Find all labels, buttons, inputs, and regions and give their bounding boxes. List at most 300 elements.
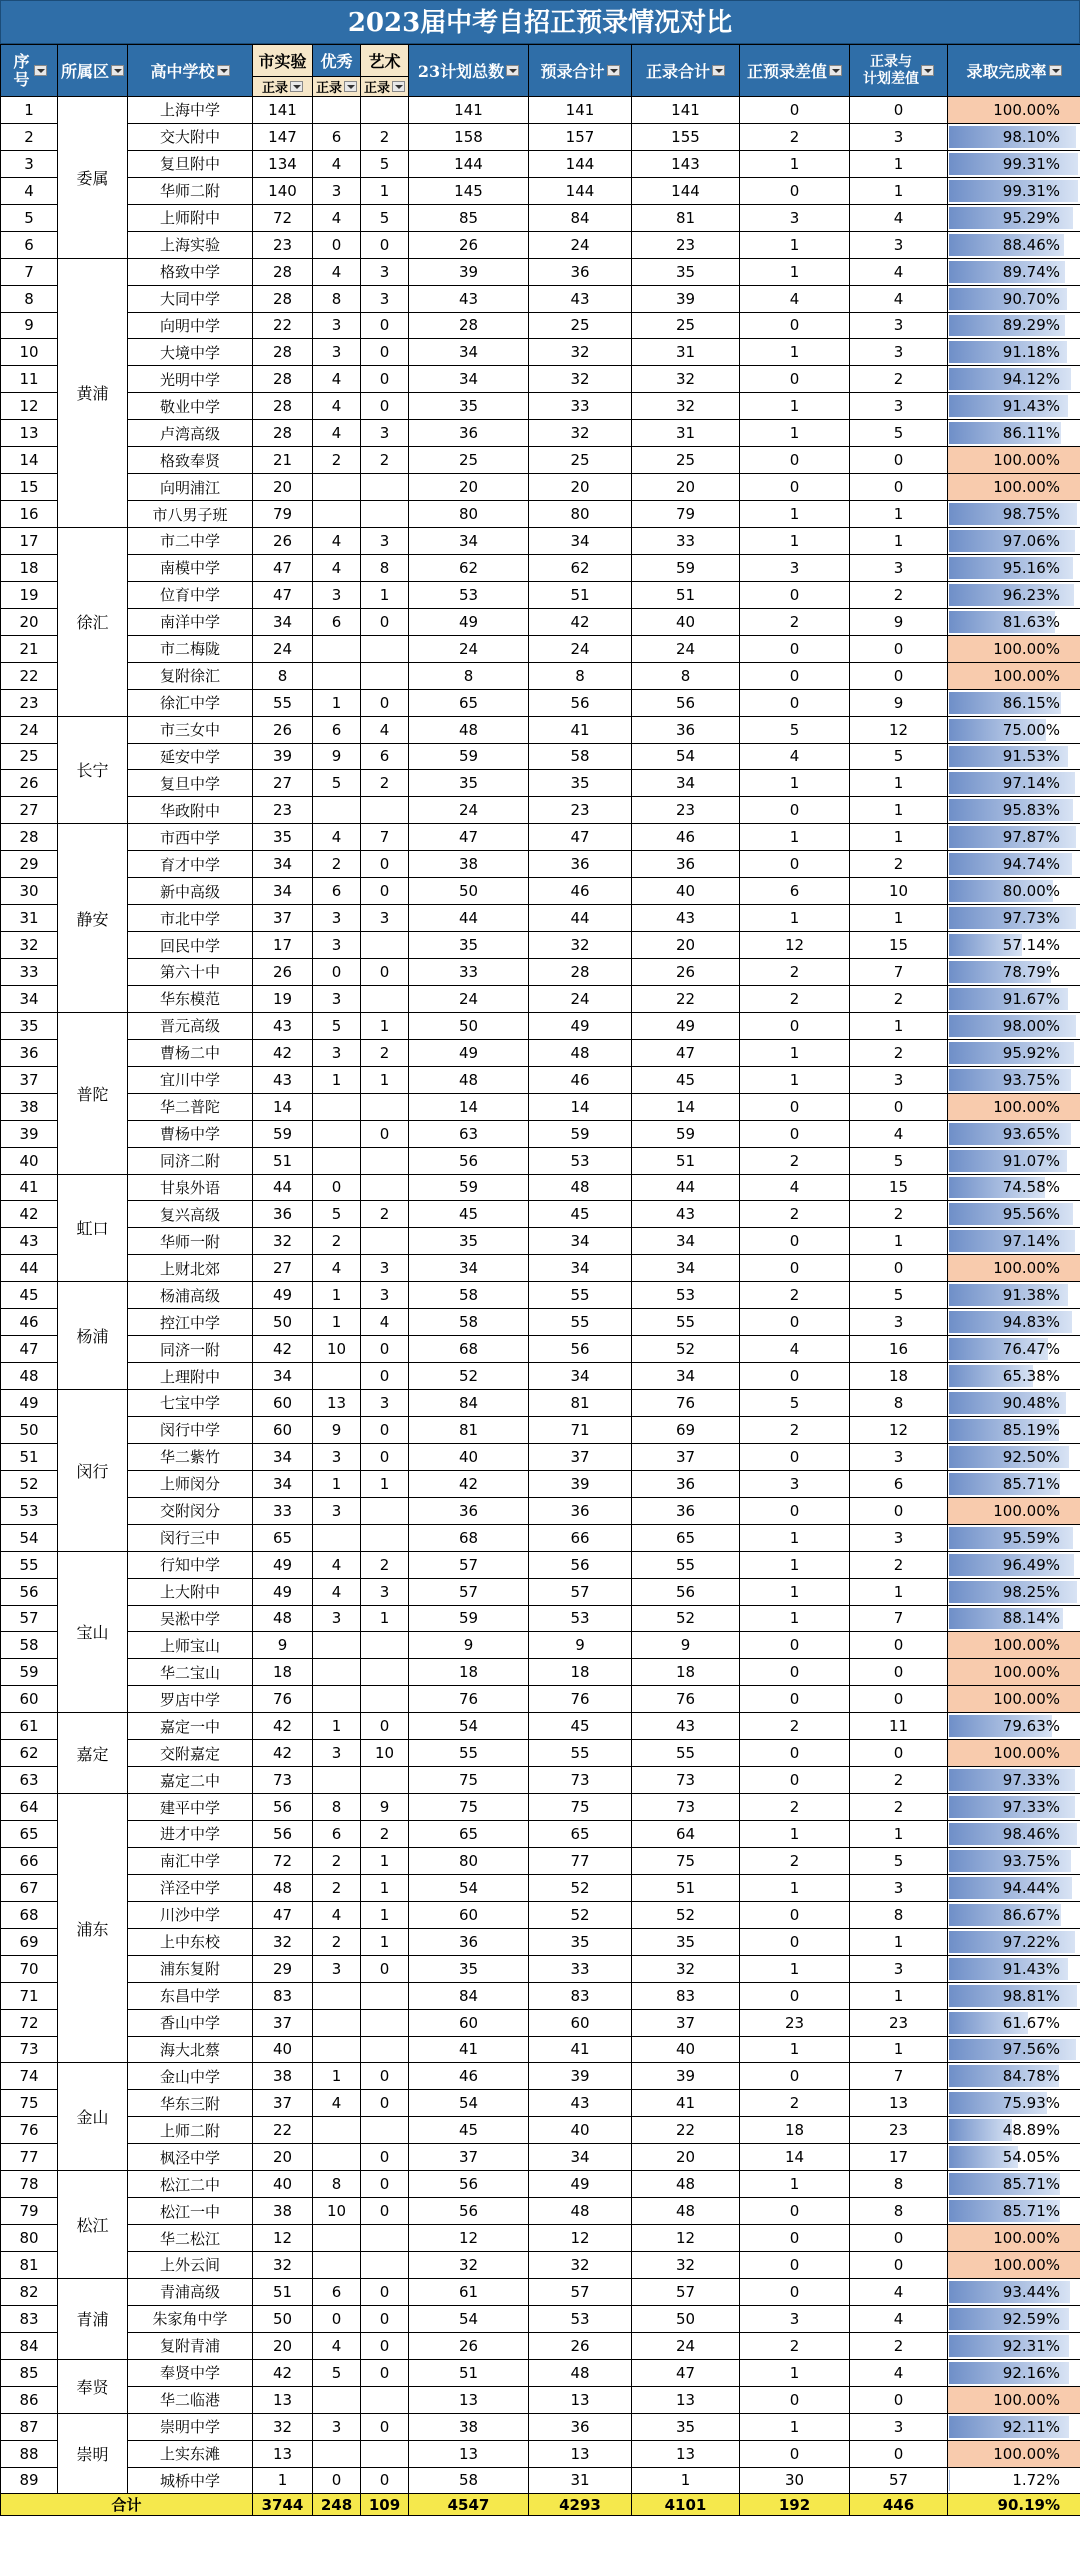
- filter-icon[interactable]: [921, 65, 934, 76]
- rate-value: 93.65%: [1002, 1124, 1060, 1143]
- formal-cell: 18: [632, 1659, 740, 1686]
- plan-cell: 62: [409, 554, 529, 581]
- shishiyan-cell: 34: [253, 878, 313, 905]
- plan-diff-cell: 2: [850, 1794, 948, 1821]
- yishu-cell: 0: [361, 851, 409, 878]
- table-row: [1, 2305, 1080, 2332]
- plan-cell: 60: [409, 2009, 529, 2036]
- rate-value: 96.23%: [1002, 585, 1060, 604]
- school-name: 交大附中: [128, 123, 253, 150]
- plan-cell: 58: [409, 2467, 529, 2494]
- rate-value: 100.00%: [993, 1663, 1060, 1682]
- youxiu-cell: 4: [313, 366, 361, 393]
- formal-cell: 73: [632, 1767, 740, 1794]
- diff-cell: 0: [740, 312, 850, 339]
- header-plan[interactable]: 23计划总数: [409, 45, 529, 97]
- diff-cell: 0: [740, 1982, 850, 2009]
- seq-cell: 25: [1, 743, 58, 770]
- rate-cell: [948, 1228, 1080, 1255]
- plan-diff-cell: 7: [850, 959, 948, 986]
- school-name: 华二普陀: [128, 1093, 253, 1120]
- seq-cell: 63: [1, 1767, 58, 1794]
- table-row: [1, 1821, 1080, 1848]
- yishu-cell: 3: [361, 420, 409, 447]
- formal-cell: 76: [632, 1686, 740, 1713]
- formal-cell: 47: [632, 2359, 740, 2386]
- yishu-cell: [361, 1497, 409, 1524]
- table-row: [1, 1847, 1080, 1874]
- table-row: [1, 716, 1080, 743]
- formal-cell: 83: [632, 1982, 740, 2009]
- rate-cell: [948, 1982, 1080, 2009]
- district-cell: 静安: [58, 824, 128, 1013]
- district-cell: 委属: [58, 97, 128, 259]
- formal-cell: 46: [632, 824, 740, 851]
- rate-value: 90.48%: [1002, 1393, 1060, 1412]
- pre-cell: 48: [529, 2359, 632, 2386]
- rate-cell: [948, 1120, 1080, 1147]
- school-name: 曹杨中学: [128, 1120, 253, 1147]
- shishiyan-cell: 42: [253, 1039, 313, 1066]
- formal-cell: 8: [632, 662, 740, 689]
- shishiyan-cell: 42: [253, 1336, 313, 1363]
- diff-cell: 1: [740, 1066, 850, 1093]
- formal-cell: 36: [632, 1470, 740, 1497]
- school-name: 甘泉外语: [128, 1174, 253, 1201]
- formal-cell: 13: [632, 2386, 740, 2413]
- rate-value: 97.14%: [1002, 774, 1060, 793]
- seq-cell: 15: [1, 474, 58, 501]
- header-yishu-sub[interactable]: 正录: [361, 77, 409, 97]
- formal-cell: 12: [632, 2225, 740, 2252]
- yishu-cell: 0: [361, 2171, 409, 2198]
- total-cell: 4547: [409, 2494, 529, 2516]
- pre-cell: 36: [529, 1497, 632, 1524]
- rate-value: 75.00%: [1002, 720, 1060, 739]
- diff-cell: 1: [740, 2171, 850, 2198]
- district-cell: 普陀: [58, 1012, 128, 1174]
- rate-cell: [948, 312, 1080, 339]
- header-district[interactable]: 所属区: [58, 45, 128, 97]
- rate-cell: [948, 1255, 1080, 1282]
- plan-diff-cell: 1: [850, 905, 948, 932]
- plan-diff-cell: 5: [850, 743, 948, 770]
- plan-diff-cell: 9: [850, 689, 948, 716]
- rate-value: 90.70%: [1002, 289, 1060, 308]
- rate-value: 100.00%: [993, 2229, 1060, 2248]
- pre-cell: 12: [529, 2225, 632, 2252]
- plan-diff-cell: 3: [850, 1524, 948, 1551]
- pre-cell: 51: [529, 581, 632, 608]
- youxiu-cell: 3: [313, 581, 361, 608]
- shishiyan-cell: 48: [253, 1605, 313, 1632]
- school-name: 浦东复附: [128, 1955, 253, 1982]
- diff-cell: 5: [740, 1390, 850, 1417]
- yishu-cell: 0: [361, 1120, 409, 1147]
- school-name: 嘉定一中: [128, 1713, 253, 1740]
- formal-cell: 76: [632, 1390, 740, 1417]
- formal-cell: 45: [632, 1066, 740, 1093]
- yishu-cell: 2: [361, 1201, 409, 1228]
- seq-cell: 20: [1, 608, 58, 635]
- yishu-cell: [361, 1632, 409, 1659]
- yishu-cell: 0: [361, 2305, 409, 2332]
- yishu-cell: 0: [361, 2359, 409, 2386]
- shishiyan-cell: 42: [253, 1740, 313, 1767]
- diff-cell: 2: [740, 608, 850, 635]
- seq-cell: 75: [1, 2090, 58, 2117]
- plan-cell: 50: [409, 878, 529, 905]
- plan-cell: 75: [409, 1767, 529, 1794]
- table-row: [1, 1794, 1080, 1821]
- rate-cell: [948, 2332, 1080, 2359]
- plan-cell: 40: [409, 1443, 529, 1470]
- plan-cell: 34: [409, 339, 529, 366]
- plan-cell: 68: [409, 1524, 529, 1551]
- yishu-cell: 5: [361, 150, 409, 177]
- diff-cell: 30: [740, 2467, 850, 2494]
- youxiu-cell: [313, 97, 361, 124]
- filter-icon[interactable]: [290, 81, 303, 92]
- table-row: [1, 1928, 1080, 1955]
- seq-cell: 84: [1, 2332, 58, 2359]
- plan-cell: 37: [409, 2144, 529, 2171]
- rate-cell: [948, 662, 1080, 689]
- youxiu-cell: [313, 1147, 361, 1174]
- rate-cell: [948, 1416, 1080, 1443]
- filter-icon[interactable]: [506, 65, 519, 76]
- rate-value: 100.00%: [993, 1501, 1060, 1520]
- plan-cell: 63: [409, 1120, 529, 1147]
- plan-diff-cell: 4: [850, 1120, 948, 1147]
- rate-value: 85.71%: [1002, 2202, 1060, 2221]
- yishu-cell: 0: [361, 878, 409, 905]
- yishu-cell: 0: [361, 1713, 409, 1740]
- pre-cell: 65: [529, 1821, 632, 1848]
- plan-diff-cell: 23: [850, 2117, 948, 2144]
- rate-value: 57.14%: [1002, 936, 1060, 955]
- seq-cell: 38: [1, 1093, 58, 1120]
- rate-cell: [948, 878, 1080, 905]
- youxiu-cell: 3: [313, 905, 361, 932]
- pre-cell: 56: [529, 1551, 632, 1578]
- seq-cell: 52: [1, 1470, 58, 1497]
- header-diff[interactable]: 正预录差值: [740, 45, 850, 97]
- filter-icon[interactable]: [712, 65, 725, 76]
- school-name: 嘉定二中: [128, 1767, 253, 1794]
- rate-value: 100.00%: [993, 666, 1060, 685]
- formal-cell: 52: [632, 1901, 740, 1928]
- seq-cell: 7: [1, 258, 58, 285]
- plan-diff-cell: 0: [850, 1659, 948, 1686]
- shishiyan-cell: 32: [253, 1928, 313, 1955]
- formal-cell: 47: [632, 1039, 740, 1066]
- plan-cell: 55: [409, 1740, 529, 1767]
- rate-cell: [948, 905, 1080, 932]
- rate-cell: [948, 150, 1080, 177]
- formal-cell: 143: [632, 150, 740, 177]
- school-name: 晋元高级: [128, 1012, 253, 1039]
- seq-cell: 18: [1, 554, 58, 581]
- filter-icon[interactable]: [344, 81, 357, 92]
- diff-cell: 0: [740, 662, 850, 689]
- pre-cell: 8: [529, 662, 632, 689]
- filter-icon[interactable]: [392, 81, 405, 92]
- plan-cell: 45: [409, 2117, 529, 2144]
- yishu-cell: 0: [361, 2063, 409, 2090]
- school-name: 华二临港: [128, 2386, 253, 2413]
- school-name: 七宝中学: [128, 1390, 253, 1417]
- yishu-cell: 5: [361, 204, 409, 231]
- diff-cell: 4: [740, 1336, 850, 1363]
- rate-cell: [948, 123, 1080, 150]
- table-row: [1, 2036, 1080, 2063]
- school-name: 松江一中: [128, 2198, 253, 2225]
- yishu-cell: 0: [361, 608, 409, 635]
- rate-cell: [948, 985, 1080, 1012]
- youxiu-cell: [313, 2440, 361, 2467]
- rate-value: 97.33%: [1002, 1771, 1060, 1790]
- plan-diff-cell: 4: [850, 285, 948, 312]
- yishu-cell: 9: [361, 1794, 409, 1821]
- shishiyan-cell: 22: [253, 2117, 313, 2144]
- rate-cell: [948, 1336, 1080, 1363]
- rate-cell: [948, 608, 1080, 635]
- plan-diff-cell: 7: [850, 1605, 948, 1632]
- yishu-cell: 1: [361, 581, 409, 608]
- formal-cell: 25: [632, 312, 740, 339]
- filter-icon[interactable]: [34, 65, 47, 76]
- formal-cell: 34: [632, 1363, 740, 1390]
- rate-cell: [948, 2359, 1080, 2386]
- seq-cell: 89: [1, 2467, 58, 2494]
- plan-cell: 46: [409, 2063, 529, 2090]
- yishu-cell: 7: [361, 824, 409, 851]
- plan-diff-cell: 10: [850, 878, 948, 905]
- rate-cell: [948, 2009, 1080, 2036]
- pre-cell: 36: [529, 851, 632, 878]
- pre-cell: 60: [529, 2009, 632, 2036]
- formal-cell: 41: [632, 2090, 740, 2117]
- rate-value: 95.56%: [1002, 1205, 1060, 1224]
- pre-cell: 52: [529, 1874, 632, 1901]
- diff-cell: 0: [740, 851, 850, 878]
- youxiu-cell: 5: [313, 1201, 361, 1228]
- diff-cell: 0: [740, 1093, 850, 1120]
- rate-cell: [948, 2386, 1080, 2413]
- diff-cell: 0: [740, 581, 850, 608]
- pre-cell: 77: [529, 1847, 632, 1874]
- yishu-cell: [361, 1147, 409, 1174]
- plan-cell: 33: [409, 959, 529, 986]
- diff-cell: 2: [740, 1794, 850, 1821]
- formal-cell: 43: [632, 1201, 740, 1228]
- shishiyan-cell: 1: [253, 2467, 313, 2494]
- youxiu-cell: 6: [313, 878, 361, 905]
- school-name: 华二松江: [128, 2225, 253, 2252]
- seq-cell: 3: [1, 150, 58, 177]
- yishu-cell: 0: [361, 1416, 409, 1443]
- yishu-cell: [361, 2440, 409, 2467]
- plan-cell: 35: [409, 1955, 529, 1982]
- school-name: 南模中学: [128, 554, 253, 581]
- shishiyan-cell: 60: [253, 1416, 313, 1443]
- youxiu-cell: 1: [313, 689, 361, 716]
- plan-cell: 158: [409, 123, 529, 150]
- shishiyan-cell: 12: [253, 2225, 313, 2252]
- plan-cell: 35: [409, 932, 529, 959]
- yishu-cell: 1: [361, 1874, 409, 1901]
- plan-cell: 48: [409, 716, 529, 743]
- pre-cell: 43: [529, 2090, 632, 2117]
- shishiyan-cell: 28: [253, 258, 313, 285]
- plan-cell: 75: [409, 1794, 529, 1821]
- rate-value: 100.00%: [993, 1097, 1060, 1116]
- youxiu-cell: 4: [313, 2332, 361, 2359]
- formal-cell: 141: [632, 97, 740, 124]
- formal-cell: 24: [632, 2332, 740, 2359]
- youxiu-cell: [313, 2009, 361, 2036]
- rate-value: 98.00%: [1002, 1016, 1060, 1035]
- filter-icon[interactable]: [829, 65, 842, 76]
- pre-cell: 33: [529, 393, 632, 420]
- plan-diff-cell: 5: [850, 420, 948, 447]
- rate-value: 86.15%: [1002, 693, 1060, 712]
- youxiu-cell: 2: [313, 1847, 361, 1874]
- youxiu-cell: 2: [313, 851, 361, 878]
- shishiyan-cell: 49: [253, 1578, 313, 1605]
- table-row: [1, 1174, 1080, 1201]
- plan-diff-cell: 8: [850, 1901, 948, 1928]
- seq-cell: 71: [1, 1982, 58, 2009]
- youxiu-cell: 13: [313, 1390, 361, 1417]
- shishiyan-cell: 72: [253, 1847, 313, 1874]
- school-name: 向明浦江: [128, 474, 253, 501]
- rate-cell: [948, 2144, 1080, 2171]
- rate-cell: [948, 2467, 1080, 2494]
- school-name: 吴淞中学: [128, 1605, 253, 1632]
- plan-diff-cell: 4: [850, 2278, 948, 2305]
- diff-cell: 0: [740, 1443, 850, 1470]
- header-youxiu-sub[interactable]: 正录: [313, 77, 361, 97]
- pre-cell: 32: [529, 366, 632, 393]
- seq-cell: 32: [1, 932, 58, 959]
- diff-cell: 14: [740, 2144, 850, 2171]
- rate-value: 54.05%: [1002, 2148, 1060, 2167]
- diff-cell: 1: [740, 258, 850, 285]
- shishiyan-cell: 37: [253, 2009, 313, 2036]
- formal-cell: 55: [632, 1551, 740, 1578]
- rate-cell: [948, 1309, 1080, 1336]
- shishiyan-cell: 40: [253, 2036, 313, 2063]
- diff-cell: 3: [740, 204, 850, 231]
- plan-diff-cell: 7: [850, 2063, 948, 2090]
- header-plan-diff[interactable]: 正录与 计划差值: [850, 45, 948, 97]
- yishu-cell: 6: [361, 743, 409, 770]
- pre-cell: 24: [529, 985, 632, 1012]
- rate-cell: [948, 2117, 1080, 2144]
- yishu-cell: 0: [361, 1336, 409, 1363]
- seq-cell: 4: [1, 177, 58, 204]
- yishu-cell: 10: [361, 1740, 409, 1767]
- header-pre[interactable]: 预录合计: [529, 45, 632, 97]
- header-rate[interactable]: 录取完成率: [948, 45, 1080, 97]
- seq-cell: 22: [1, 662, 58, 689]
- table-row: [1, 366, 1080, 393]
- plan-diff-cell: 2: [850, 581, 948, 608]
- filter-icon[interactable]: [111, 65, 124, 76]
- plan-diff-cell: 0: [850, 2440, 948, 2467]
- plan-diff-cell: 0: [850, 2386, 948, 2413]
- rate-cell: [948, 1632, 1080, 1659]
- filter-icon[interactable]: [217, 65, 230, 76]
- formal-cell: 32: [632, 393, 740, 420]
- plan-cell: 61: [409, 2278, 529, 2305]
- plan-diff-cell: 6: [850, 1470, 948, 1497]
- formal-cell: 32: [632, 366, 740, 393]
- filter-icon[interactable]: [1049, 65, 1062, 76]
- yishu-cell: 4: [361, 1309, 409, 1336]
- plan-cell: 45: [409, 1201, 529, 1228]
- plan-cell: 28: [409, 312, 529, 339]
- pre-cell: 40: [529, 2117, 632, 2144]
- rate-value: 91.67%: [1002, 989, 1060, 1008]
- yishu-cell: 2: [361, 770, 409, 797]
- shishiyan-cell: 9: [253, 1632, 313, 1659]
- school-name: 大境中学: [128, 339, 253, 366]
- pre-cell: 31: [529, 2467, 632, 2494]
- yishu-cell: 2: [361, 1551, 409, 1578]
- table-row: [1, 1120, 1080, 1147]
- header-school[interactable]: 高中学校: [128, 45, 253, 97]
- table-row: [1, 2198, 1080, 2225]
- table-row: [1, 985, 1080, 1012]
- formal-cell: 43: [632, 905, 740, 932]
- table-row: [1, 1578, 1080, 1605]
- shishiyan-cell: 140: [253, 177, 313, 204]
- plan-cell: 52: [409, 1363, 529, 1390]
- diff-cell: 0: [740, 474, 850, 501]
- table-row: [1, 1524, 1080, 1551]
- diff-cell: 0: [740, 1309, 850, 1336]
- pre-cell: 24: [529, 635, 632, 662]
- pre-cell: 53: [529, 1605, 632, 1632]
- school-name: 市北中学: [128, 905, 253, 932]
- district-cell: 长宁: [58, 716, 128, 824]
- diff-cell: 2: [740, 1713, 850, 1740]
- header-formal[interactable]: 正录合计: [632, 45, 740, 97]
- header-shishiyan-sub[interactable]: 正录: [253, 77, 313, 97]
- formal-cell: 65: [632, 1524, 740, 1551]
- table-row: [1, 474, 1080, 501]
- plan-diff-cell: 4: [850, 2359, 948, 2386]
- rate-cell: [948, 97, 1080, 124]
- school-name: 敬业中学: [128, 393, 253, 420]
- header-seq[interactable]: 序号: [1, 45, 58, 97]
- youxiu-cell: [313, 2144, 361, 2171]
- plan-cell: 36: [409, 1497, 529, 1524]
- rate-value: 100.00%: [993, 451, 1060, 470]
- seq-cell: 14: [1, 447, 58, 474]
- pre-cell: 24: [529, 231, 632, 258]
- shishiyan-cell: 42: [253, 2359, 313, 2386]
- filter-icon[interactable]: [607, 65, 620, 76]
- shishiyan-cell: 43: [253, 1066, 313, 1093]
- diff-cell: 0: [740, 2386, 850, 2413]
- rate-cell: [948, 959, 1080, 986]
- seq-cell: 88: [1, 2440, 58, 2467]
- plan-cell: 43: [409, 285, 529, 312]
